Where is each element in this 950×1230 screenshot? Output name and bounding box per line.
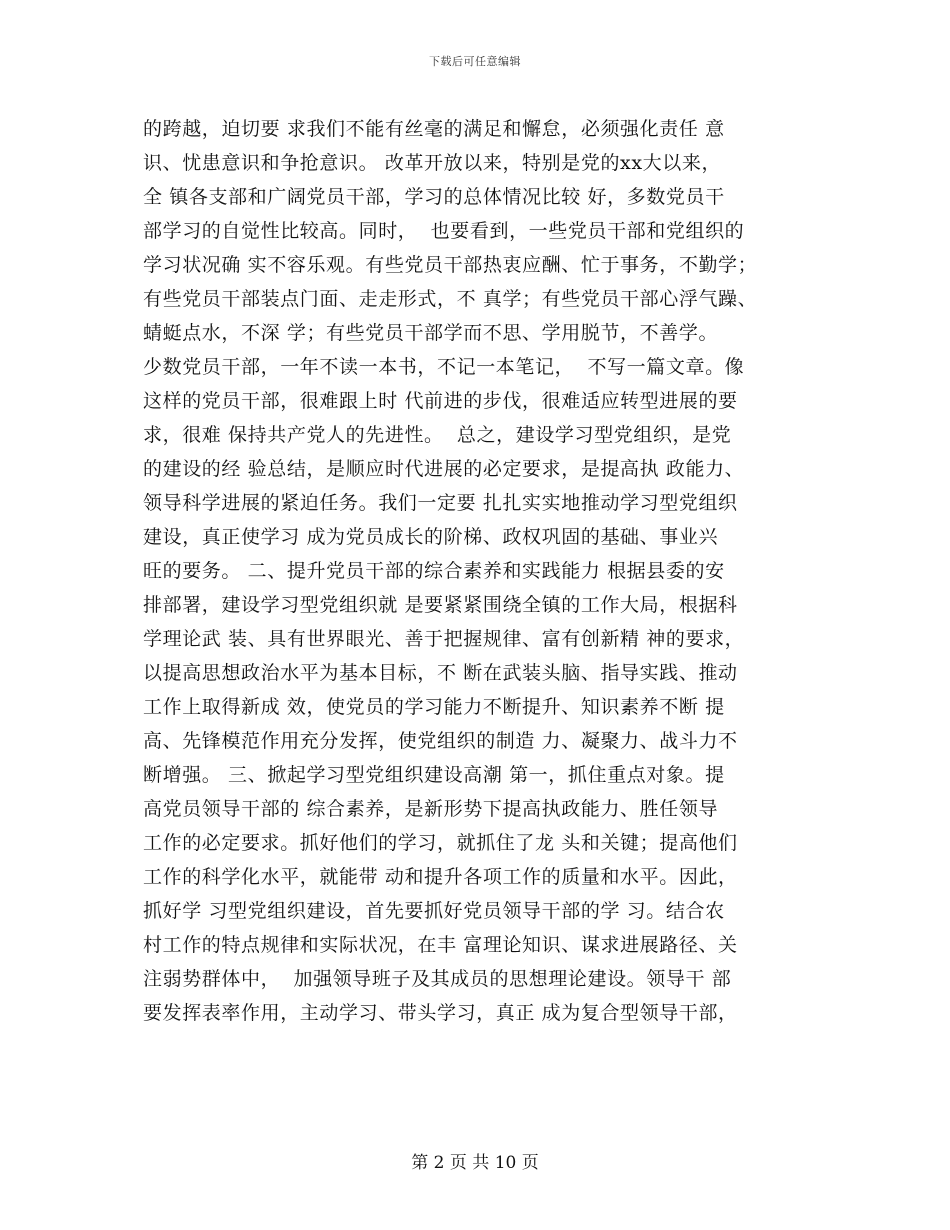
body-line: 高、先锋模范作用充分发挥，使党组织的制造 力、凝聚力、战斗力不 xyxy=(143,730,738,752)
body-line: 学理论武 装、具有世界眼光、善于把握规律、富有创新精 神的要求， xyxy=(143,628,745,650)
body-line: 的建设的经 验总结，是顺应时代进展的必定要求，是提高执 政能力、 xyxy=(143,458,745,480)
body-line: 学习状况确 实不容乐观。有些党员干部热衷应酬、忙于事务，不勤学； xyxy=(143,254,758,276)
body-line: 建设，真正使学习 成为党员成长的阶梯、政权巩固的基础、事业兴 xyxy=(143,526,719,548)
body-line: 工作上取得新成 效，使党员的学习能力不断提升、知识素养不断 提 xyxy=(143,696,725,718)
body-line: 注弱势群体中， 加强领导班子及其成员的思想理论建设。领导干 部 xyxy=(143,968,732,990)
body-line: 以提高思想政治水平为基本目标，不 断在武装头脑、指导实践、推动 xyxy=(143,662,738,684)
body-line: 抓好学 习型党组织建设，首先要抓好党员领导干部的学 习。结合农 xyxy=(143,900,725,922)
body-line: 这样的党员干部，很难跟上时 代前进的步伐，很难适应转型进展的要 xyxy=(143,390,738,412)
body-line: 全 镇各支部和广阔党员干部，学习的总体情况比较 好，多数党员干 xyxy=(143,186,725,208)
body-line: 排部署，建设学习型党组织就 是要紧紧围绕全镇的工作大局，根据科 xyxy=(143,594,738,616)
body-line: 少数党员干部，一年不读一本书，不记一本笔记， 不写一篇文章。像 xyxy=(143,356,745,378)
body-line: 识、忧患意识和争抢意识。 改革开放以来，特别是党的xx大以来， xyxy=(143,152,722,174)
body-line: 旺的要务。 二、提升党员干部的综合素养和实践能力 根据县委的安 xyxy=(143,560,725,582)
document-body xyxy=(143,112,843,1030)
body-line: 的跨越，迫切要 求我们不能有丝毫的满足和懈怠，必须强化责任 意 xyxy=(143,118,725,140)
body-line: 求，很难 保持共产党人的先进性。 总之，建设学习型党组织，是党 xyxy=(143,424,732,446)
body-line: 断增强。 三、掀起学习型党组织建设高潮 第一，抓住重点对象。提 xyxy=(143,764,725,786)
body-line: 蜻蜓点水，不深 学；有些党员干部学而不思、学用脱节，不善学。 xyxy=(143,322,719,344)
body-line: 部学习的自觉性比较高。同时， 也要看到，一些党员干部和党组织的 xyxy=(143,220,745,242)
body-line: 要发挥表率作用，主动学习、带头学习，真正 成为复合型领导干部， xyxy=(143,1002,738,1024)
page-header: 下载后可任意编辑 xyxy=(429,55,521,68)
body-line: 工作的科学化水平，就能带 动和提升各项工作的质量和水平。因此， xyxy=(143,866,738,888)
body-line: 工作的必定要求。抓好他们的学习，就抓住了龙 头和关键；提高他们 xyxy=(143,832,738,854)
page-footer: 第 2 页 共 10 页 xyxy=(411,1153,539,1173)
body-line: 有些党员干部装点门面、走走形式，不 真学；有些党员干部心浮气躁、 xyxy=(143,288,758,310)
body-line: 村工作的特点规律和实际状况，在丰 富理论知识、谋求进展路径、关 xyxy=(143,934,738,956)
body-line: 高党员领导干部的 综合素养，是新形势下提高执政能力、胜任领导 xyxy=(143,798,719,820)
body-line: 领导科学进展的紧迫任务。我们一定要 扎扎实实地推动学习型党组织 xyxy=(143,492,738,514)
